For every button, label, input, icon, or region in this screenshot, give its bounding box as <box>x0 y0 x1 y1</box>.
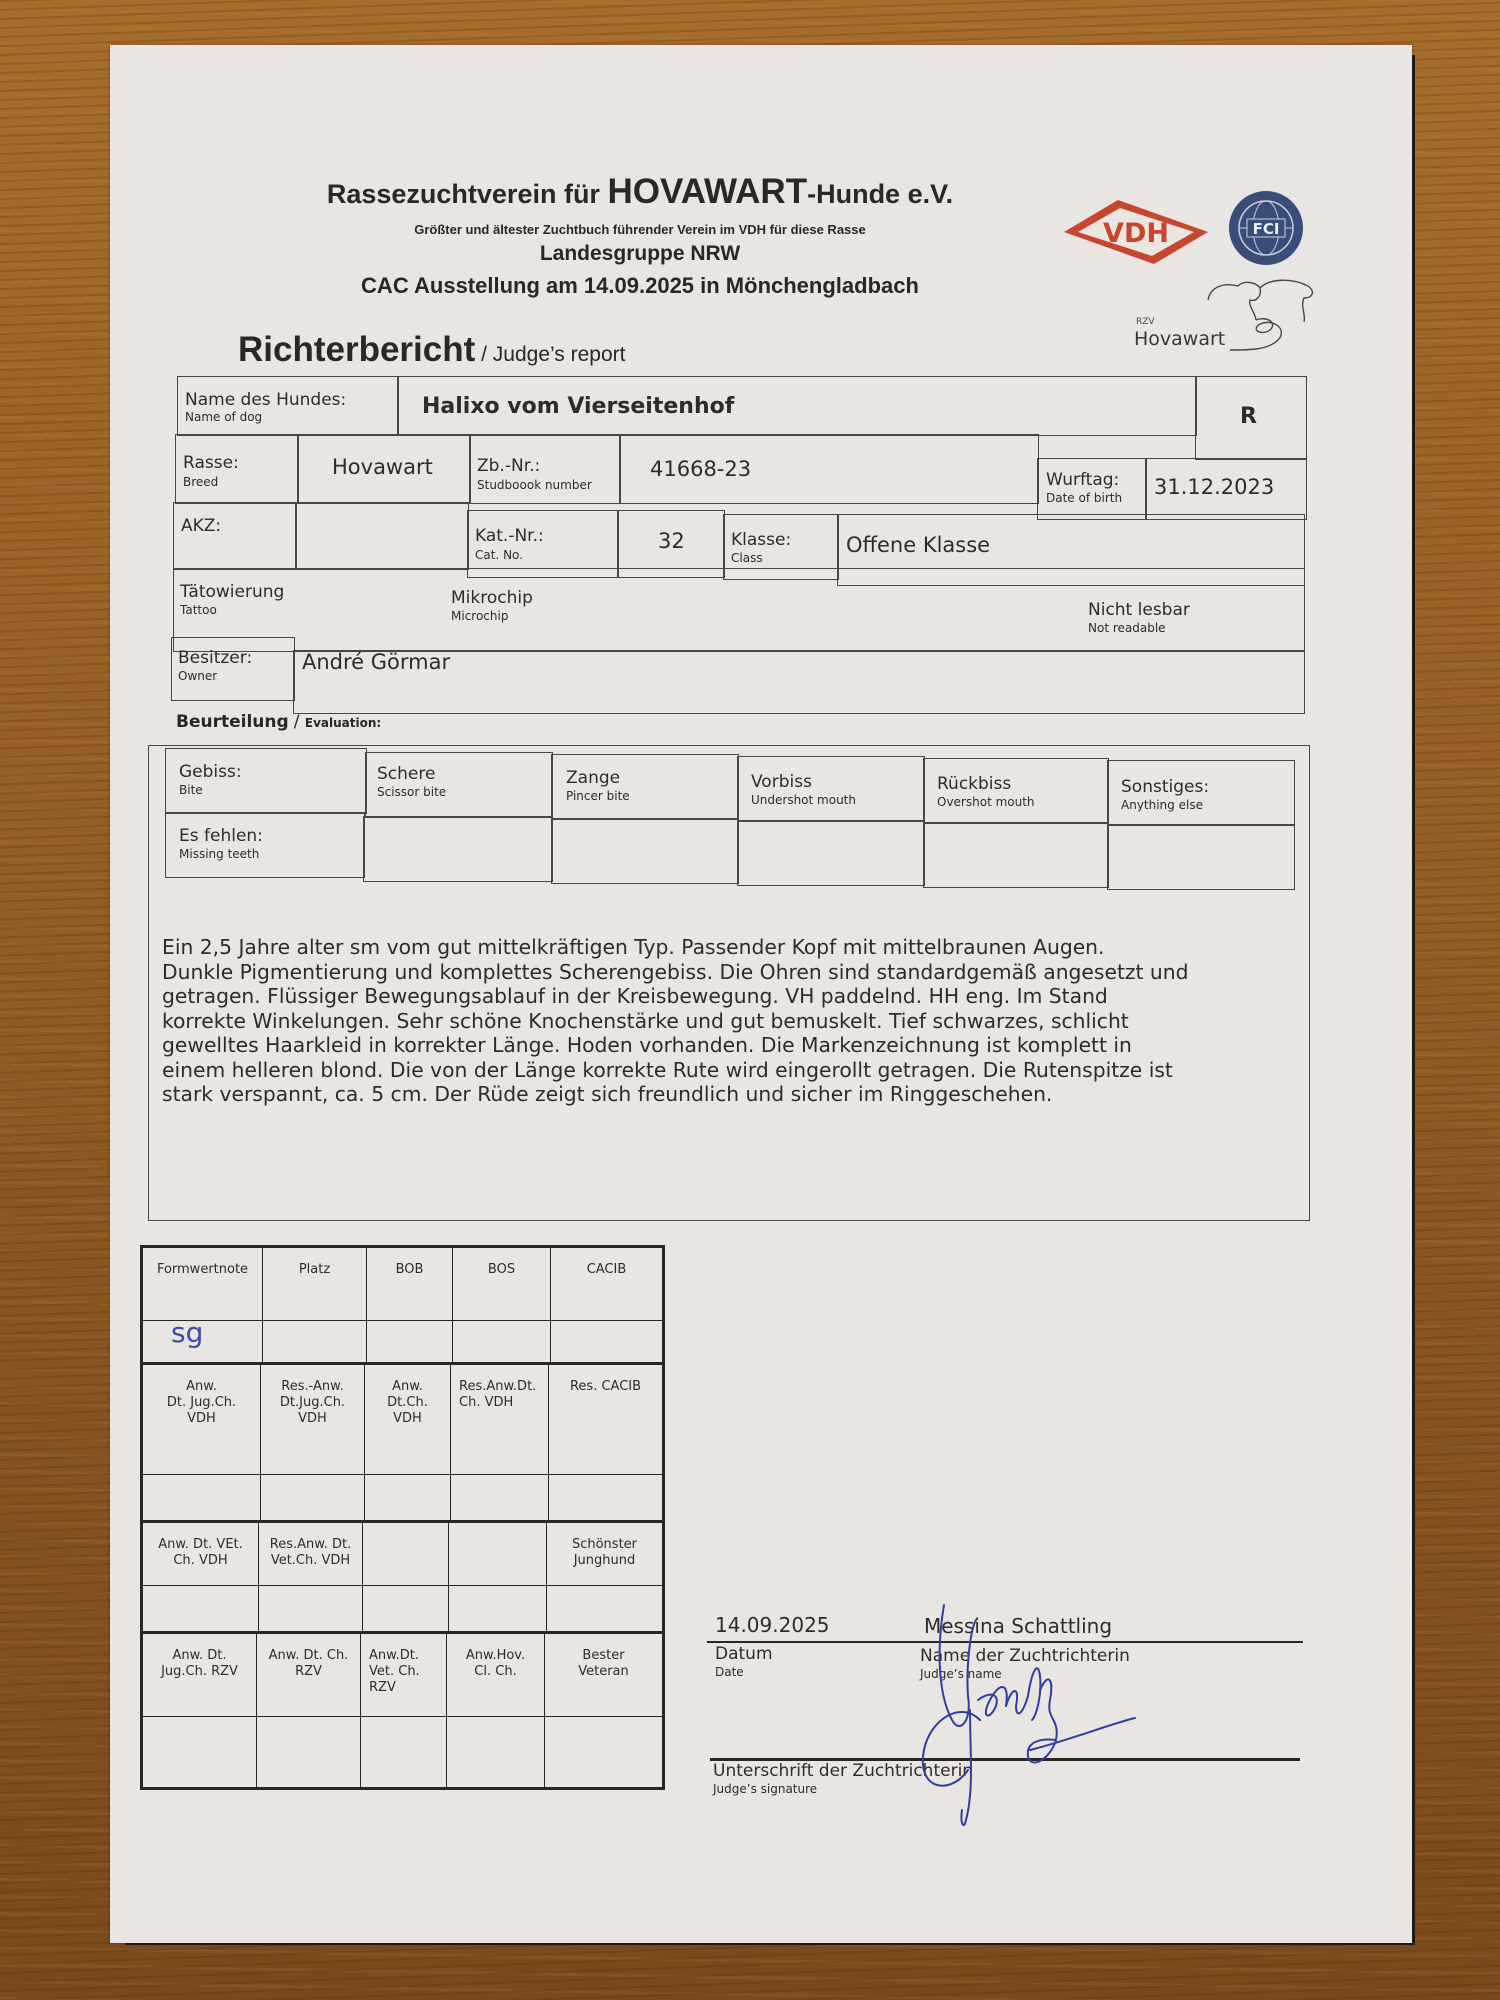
bite-label: Sonstiges: <box>1121 777 1210 797</box>
grade-header: Platz <box>263 1248 367 1321</box>
bite-sub: Scissor bite <box>377 785 447 799</box>
studbook-value: 41668-23 <box>650 457 752 481</box>
award-value-cell <box>449 1586 547 1634</box>
bite-label: Schere <box>377 764 436 784</box>
grade-header: CACIB <box>551 1248 662 1321</box>
award-header: Res. CACIB <box>549 1365 662 1475</box>
award-header: Anw.Hov. Cl. Ch. <box>447 1634 545 1717</box>
dob-sub: Date of birth <box>1046 491 1123 505</box>
evaluation-line: Ein 2,5 Jahre alter sm vom gut mittelkräftigen Typ. Passender Kopf mit mittelbraunen Augen. <box>162 935 1105 959</box>
award-header: Res.Anw.Dt. Ch. VDH <box>451 1365 549 1475</box>
studbook-label-cell <box>469 434 621 504</box>
bite-header-5 <box>1107 760 1295 826</box>
report-title <box>238 330 625 370</box>
org-tagline: Größter und ältester Zuchtbuch führender Verein im VDH für diese Rasse <box>414 222 866 237</box>
award-value-cell <box>545 1717 662 1787</box>
award-header-empty <box>449 1523 547 1586</box>
evaluation-text <box>162 935 1302 1107</box>
evaluation-line: Dunkle Pigmentierung und komplettes Scherengebiss. Die Ohren sind standardgemäß angesetzt und <box>162 959 1189 984</box>
name-label: Name des Hundes: <box>185 390 347 410</box>
formwertnote-value: sg <box>143 1321 263 1365</box>
event-title: CAC Ausstellung am 14.09.2025 in Mönchengladbach <box>361 273 919 298</box>
bite-sub: Overshot mouth <box>937 795 1035 809</box>
award-value-cell <box>259 1586 363 1634</box>
award-header: Anw. Dt. VEt. Ch. VDH <box>143 1523 259 1586</box>
bite-sub: Pincer bite <box>566 789 630 803</box>
missing-teeth-cell <box>923 822 1109 888</box>
cat-label: Kat.-Nr.: <box>475 526 544 546</box>
studbook-value-cell <box>619 434 1039 504</box>
bite-header-0 <box>165 748 367 814</box>
owner-value-cell <box>293 650 1305 714</box>
breed-label-cell <box>175 434 299 504</box>
missing-teeth-cell <box>1107 824 1295 890</box>
grade-value-cell <box>263 1321 367 1365</box>
name-sub: Name of dog <box>185 410 263 424</box>
bite-label: Rückbiss <box>937 774 1012 794</box>
award-header: Anw.Dt. Vet. Ch. RZV <box>361 1634 447 1717</box>
date-label: Datum <box>715 1644 773 1664</box>
evaluation-line: stark verspannt, ca. 5 cm. Der Rüde zeigt sich freundlich und sicher im Ringgeschehen. <box>162 1082 1053 1106</box>
award-value-cell <box>143 1475 261 1523</box>
bite-header-1 <box>365 752 553 818</box>
grade-header: BOB <box>367 1248 453 1321</box>
bite-sub: Anything else <box>1121 798 1203 812</box>
org-suffix: -Hunde e.V. <box>807 179 954 209</box>
akz-label-cell <box>173 502 297 570</box>
award-value-cell <box>143 1586 259 1634</box>
award-value-cell <box>361 1717 447 1787</box>
class-sub: Class <box>731 551 763 565</box>
bite-label: Vorbiss <box>751 772 812 792</box>
missing-teeth-cell <box>363 816 553 882</box>
breed-sub: Breed <box>183 475 219 489</box>
studbook-label: Zb.-Nr.: <box>477 456 541 476</box>
award-value-cell <box>549 1475 662 1523</box>
dob-label: Wurftag: <box>1046 470 1120 490</box>
award-value-cell <box>257 1717 361 1787</box>
breed-label: Rasse: <box>183 453 239 473</box>
judge-name: Messina Schattling <box>924 1614 1113 1638</box>
missing-teeth-label-cell <box>165 812 365 878</box>
grade-value-cell <box>551 1321 662 1365</box>
chip-label: Mikrochip <box>451 588 533 608</box>
signature-date: 14.09.2025 <box>715 1613 830 1637</box>
owner-value: André Görmar <box>302 650 451 674</box>
class-value: Offene Klasse <box>846 533 991 557</box>
rzv-small-text: RZV <box>1136 317 1155 327</box>
class-label: Klasse: <box>731 530 792 550</box>
judge-signature-icon <box>870 1600 1200 1830</box>
award-value-cell <box>547 1586 662 1634</box>
missing-sub: Missing teeth <box>179 847 260 861</box>
award-value-cell <box>363 1586 449 1634</box>
award-value-cell <box>447 1717 545 1787</box>
award-header: Anw. Dt. Jug.Ch. RZV <box>143 1634 257 1717</box>
logos <box>1060 190 1320 360</box>
signature-sub: Judge’s signature <box>713 1782 818 1796</box>
chip-status-sub: Not readable <box>1088 621 1166 635</box>
org-prefix: Rassezuchtverein für <box>326 179 608 209</box>
evaluation-heading: Beurteilung / Evaluation: <box>176 712 382 732</box>
report-title-sub: / Judge’s report <box>475 343 626 366</box>
grade-value-cell <box>367 1321 453 1365</box>
dob-label-cell <box>1037 458 1147 520</box>
fci-text: FCI <box>1252 220 1280 238</box>
org-name: HOVAWART <box>607 172 808 211</box>
evaluation-line: gewelltes Haarkleid in korrekter Länge. Hoden vorhanden. Die Markenzeichnung ist komplett in <box>162 1033 1132 1057</box>
dog-name-cell <box>397 376 1197 436</box>
akz-label: AKZ: <box>181 516 222 536</box>
id-row <box>173 568 1305 652</box>
grade-header: Formwertnote <box>143 1248 263 1321</box>
owner-label: Besitzer: <box>178 648 253 668</box>
evaluation-line: einem helleren blond. Die von der Länge korrekte Rute wird eingerollt getragen. Die Rutenspitze ist <box>162 1057 1173 1082</box>
grade-header: BOS <box>453 1248 551 1321</box>
chip-sub: Microchip <box>451 609 509 623</box>
award-value-cell <box>143 1717 257 1787</box>
grading-table <box>140 1245 665 1790</box>
vdh-text: VDH <box>1103 218 1169 249</box>
award-header: Anw. Dt. Ch. RZV <box>257 1634 361 1717</box>
akz-value-cell <box>295 502 469 570</box>
vdh-logo-icon <box>1064 198 1218 266</box>
rzv-name-text: Hovawart <box>1134 328 1226 350</box>
date-sub: Date <box>715 1665 744 1679</box>
org-title <box>260 172 1020 212</box>
name-label-cell <box>177 376 399 436</box>
award-header-empty <box>363 1523 449 1586</box>
bite-sub: Undershot mouth <box>751 793 856 807</box>
region-name: Landesgruppe NRW <box>539 242 741 265</box>
award-header: Anw. Dt. Jug.Ch. VDH <box>143 1365 261 1475</box>
evaluation-label: Beurteilung <box>176 712 289 732</box>
report-title-main: Richterbericht <box>238 330 476 369</box>
bite-header-3 <box>737 756 925 822</box>
dob-value-cell <box>1145 458 1307 520</box>
missing-label: Es fehlen: <box>179 826 263 846</box>
award-value-cell <box>365 1475 451 1523</box>
grade-value-cell <box>453 1321 551 1365</box>
breed-value: Hovawart <box>332 455 433 479</box>
owner-label-cell <box>171 637 295 701</box>
award-value-cell <box>261 1475 365 1523</box>
evaluation-line: getragen. Flüssiger Bewegungsablauf in der Kreisbewegung. VH paddelnd. HH eng. Im Stand <box>162 984 1108 1008</box>
owner-sub: Owner <box>178 669 218 683</box>
signature-label: Unterschrift der Zuchtrichterin <box>713 1761 974 1781</box>
judge-label: Name der Zuchtrichterin <box>920 1646 1130 1666</box>
award-header: Schönster Junghund <box>547 1523 662 1586</box>
evaluation-label-sub: Evaluation: <box>304 716 382 730</box>
bite-header-4 <box>923 758 1109 824</box>
missing-teeth-cell <box>551 818 739 884</box>
judge-sub: Judge’s name <box>920 1667 1002 1681</box>
dob-value: 31.12.2023 <box>1154 475 1275 499</box>
chip-status: Nicht lesbar <box>1088 600 1190 620</box>
fci-logo-icon <box>1229 191 1303 265</box>
cat-sub: Cat. No. <box>475 548 523 562</box>
studbook-sub: Studboook number <box>477 478 592 492</box>
award-value-cell <box>451 1475 549 1523</box>
dog-name: Halixo vom Vierseitenhof <box>422 394 735 419</box>
award-header: Res.Anw. Dt. Vet.Ch. VDH <box>259 1523 363 1586</box>
tattoo-label: Tätowierung <box>180 582 285 602</box>
award-header: Anw. Dt.Ch. VDH <box>365 1365 451 1475</box>
bite-label: Gebiss: <box>179 762 242 782</box>
award-header: Res.-Anw. Dt.Jug.Ch. VDH <box>261 1365 365 1475</box>
missing-teeth-cell <box>737 820 925 886</box>
sex-cell <box>1195 376 1307 460</box>
bite-label: Zange <box>566 768 621 788</box>
award-header: Bester Veteran <box>545 1634 662 1717</box>
dog-sex: R <box>1240 404 1257 429</box>
cat-value: 32 <box>658 529 685 553</box>
evaluation-line: korrekte Winkelungen. Sehr schöne Knochenstärke und gut bemuskelt. Tief schwarzes, schlicht <box>162 1008 1129 1033</box>
tattoo-sub: Tattoo <box>180 603 217 617</box>
bite-sub: Bite <box>179 783 203 797</box>
breed-value-cell <box>297 434 471 504</box>
bite-header-2 <box>551 754 739 820</box>
